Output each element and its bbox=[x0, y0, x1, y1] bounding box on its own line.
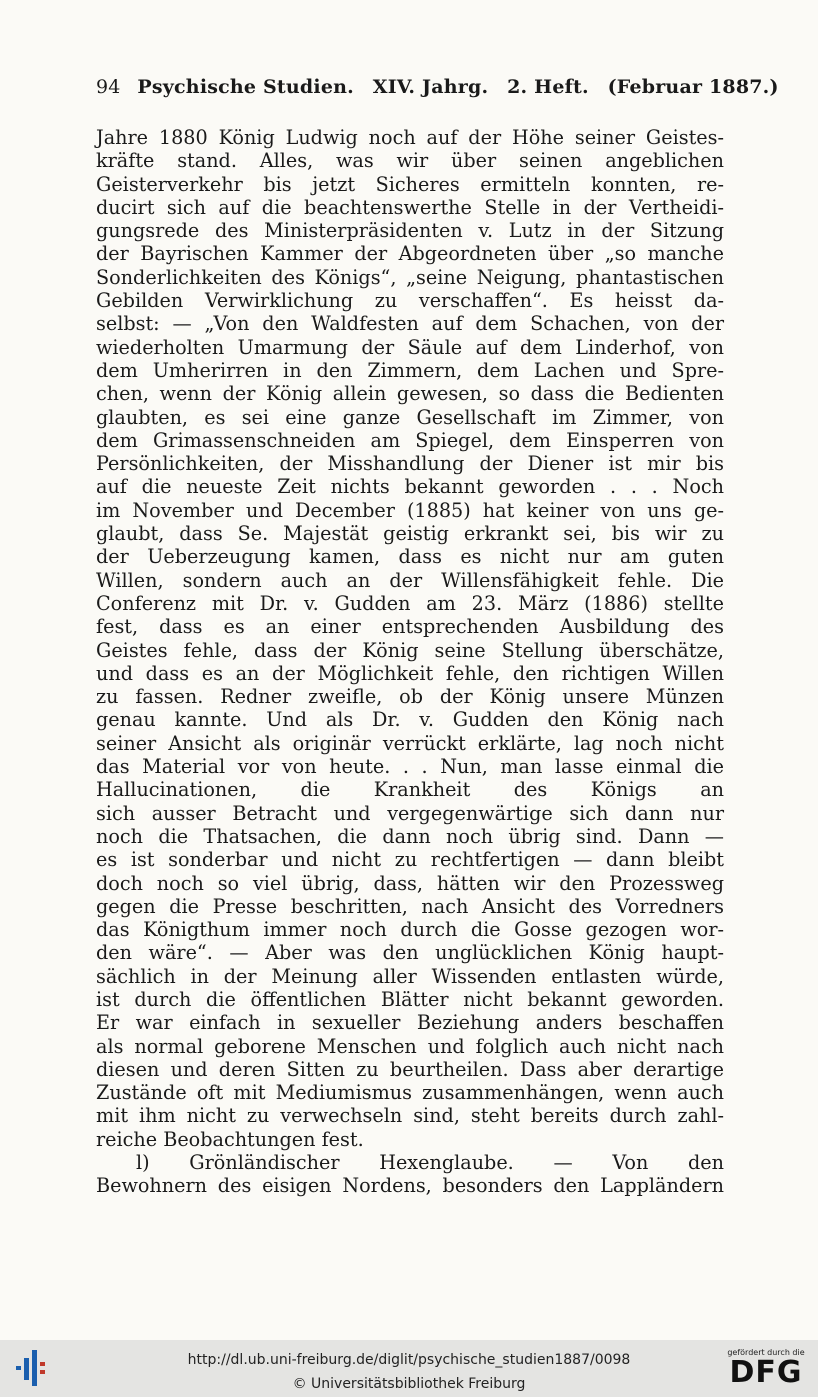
source-url-link[interactable]: http://dl.ub.uni-freiburg.de/diglit/psychische_studien1887/0098 bbox=[187, 1352, 631, 1368]
dfg-caption: gefördert durch die bbox=[727, 1348, 805, 1357]
text-line: reiche Beobachtungen fest. bbox=[96, 1127, 364, 1151]
text-line: der Ueberzeugung kamen, dass es nicht nur am guten bbox=[96, 545, 724, 569]
section-heading-line: l) Grönländischer Hexenglaube. — Von den bbox=[136, 1151, 724, 1175]
text-line: Jahre 1880 König Ludwig noch auf der Höhe seiner Geistes- bbox=[96, 126, 724, 149]
text-line: ist durch die öffentlichen Blätter nicht bekannt geworden. bbox=[96, 987, 724, 1011]
text-line: noch die Thatsachen, die dann noch übrig sind. Dann — bbox=[96, 824, 724, 848]
text-line: seiner Ansicht als originär verrückt erklärte, lag noch nicht bbox=[96, 731, 724, 755]
text-line: glaubten, es sei eine ganze Gesellschaft im Zimmer, von bbox=[96, 405, 724, 429]
body-text bbox=[96, 126, 724, 1198]
text-line: dem Umherirren in den Zimmern, dem Lachen und Spre- bbox=[96, 358, 724, 382]
text-line: Zustände oft mit Mediumismus zusammenhängen, wenn auch bbox=[96, 1081, 724, 1105]
text-line: fest, dass es an einer entsprechenden Ausbildung des bbox=[96, 615, 724, 639]
text-line: genau kannte. Und als Dr. v. Gudden den König nach bbox=[96, 708, 724, 732]
text-line: Willen, sondern auch an der Willensfähigkeit fehle. Die bbox=[96, 568, 724, 592]
copyright-notice: © Universitätsbibliothek Freiburg bbox=[292, 1376, 526, 1392]
text-line: Geistes fehle, dass der König seine Stellung überschätze, bbox=[96, 638, 724, 662]
text-line: auf die neueste Zeit nichts bekannt geworden . . . Noch bbox=[96, 475, 724, 499]
text-line: zu fassen. Redner zweifle, ob der König unsere Münzen bbox=[96, 685, 724, 709]
viewer-footer bbox=[0, 1340, 818, 1397]
text-line: gungsrede des Ministerpräsidenten v. Lutz in der Sitzung bbox=[96, 219, 724, 243]
text-line: das Material vor von heute. . . Nun, man lasse einmal die bbox=[96, 755, 724, 779]
journal-title: Psychische Studien. bbox=[137, 76, 354, 98]
text-line: Persönlichkeiten, der Misshandlung der Diener ist mir bis bbox=[96, 452, 724, 476]
text-line: den wäre“. — Aber was den unglücklichen König haupt- bbox=[96, 941, 724, 965]
text-line: diesen und deren Sitten zu beurtheilen. Dass aber derartige bbox=[96, 1057, 724, 1081]
issue-date: (Februar 1887.) bbox=[607, 76, 779, 98]
text-line: Gebilden Verwirklichung zu verschaffen“. Es heisst da- bbox=[96, 289, 724, 313]
text-line: als normal geborene Menschen und folglich auch nicht nach bbox=[96, 1034, 724, 1058]
volume-label: XIV. Jahrg. bbox=[372, 76, 489, 98]
text-line: mit ihm nicht zu verwechseln sind, steht bereits durch zahl- bbox=[96, 1104, 724, 1128]
text-line: gegen die Presse beschritten, nach Ansicht des Vorredners bbox=[96, 894, 724, 918]
text-line: Conferenz mit Dr. v. Gudden am 23. März (1886) stellte bbox=[96, 591, 724, 615]
text-line: chen, wenn der König allein gewesen, so dass die Bedienten bbox=[96, 382, 724, 406]
text-line: Hallucinationen, die Krankheit des Königs an bbox=[96, 778, 724, 802]
text-line: Bewohnern des eisigen Nordens, besonders den Lappländern bbox=[96, 1174, 724, 1198]
running-header bbox=[96, 76, 779, 98]
text-line: das Königthum immer noch durch die Gosse gezogen wor- bbox=[96, 918, 724, 942]
text-line: im November und December (1885) hat keiner von uns ge- bbox=[96, 498, 724, 522]
text-line: selbst: — „Von den Waldfesten auf dem Schachen, von der bbox=[96, 312, 724, 336]
issue-label: 2. Heft. bbox=[507, 76, 589, 98]
text-line: glaubt, dass Se. Majestät geistig erkrankt sei, bis wir zu bbox=[96, 522, 724, 546]
text-line: sich ausser Betracht und vergegenwärtige sich dann nur bbox=[96, 801, 724, 825]
text-line: doch noch so viel übrig, dass, hätten wir den Prozessweg bbox=[96, 871, 724, 895]
text-line: Geisterverkehr bis jetzt Sicheres ermitteln konnten, re- bbox=[96, 172, 724, 196]
text-line: Er war einfach in sexueller Beziehung anders beschaffen bbox=[96, 1011, 724, 1035]
text-line: sächlich in der Meinung aller Wissenden entlasten würde, bbox=[96, 964, 724, 988]
page-number: 94 bbox=[96, 76, 121, 98]
dfg-logo: DFG bbox=[729, 1355, 803, 1390]
text-line: der Bayrischen Kammer der Abgeordneten über „so manche bbox=[96, 242, 724, 266]
text-line: ducirt sich auf die beachtenswerthe Stelle in der Vertheidi- bbox=[96, 195, 724, 219]
text-line: kräfte stand. Alles, was wir über seinen angeblichen bbox=[96, 149, 724, 173]
text-line: und dass es an der Möglichkeit fehle, den richtigen Willen bbox=[96, 661, 724, 685]
text-line: es ist sonderbar und nicht zu rechtfertigen — dann bleibt bbox=[96, 848, 724, 872]
text-line: Sonderlichkeiten des Königs“, „seine Neigung, phantastischen bbox=[96, 265, 724, 289]
text-line: wiederholten Umarmung der Säule auf dem Linderhof, von bbox=[96, 335, 724, 359]
text-line: dem Grimassenschneiden am Spiegel, dem Einsperren von bbox=[96, 428, 724, 452]
